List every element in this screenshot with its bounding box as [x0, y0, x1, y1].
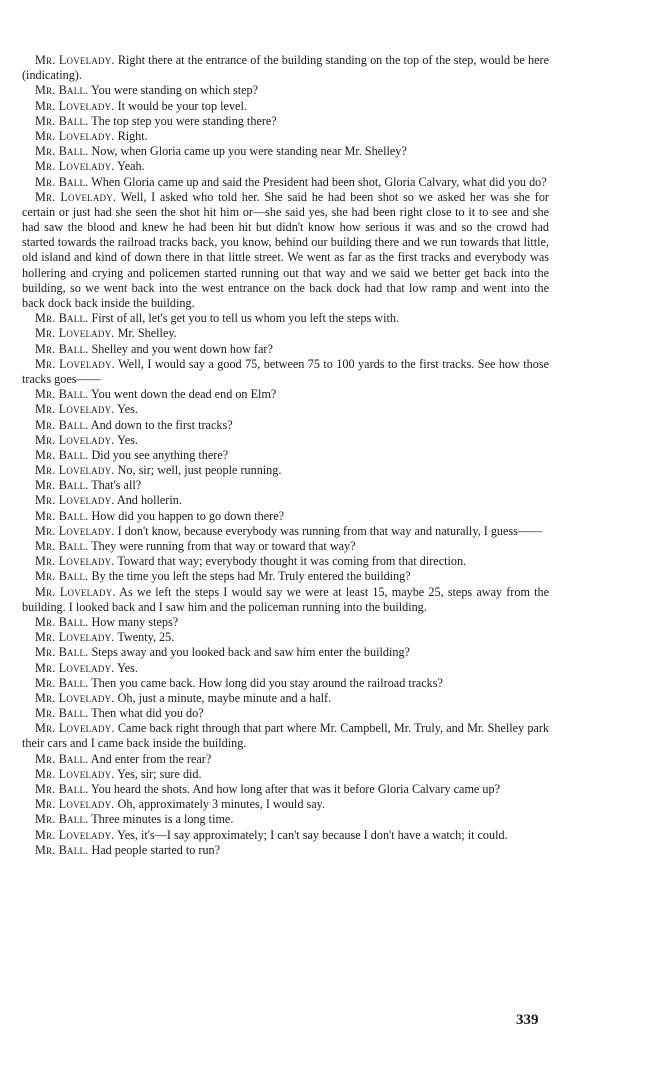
speaker-text: Right there at the entrance of the building standing on the top of the step, would be here (indicating).: [22, 53, 549, 83]
testimony-paragraph: [22, 493, 549, 508]
page-number: 339: [516, 1012, 539, 1028]
testimony-paragraph: [22, 767, 549, 782]
speaker-text: You heard the shots. And how long after that was it before Gloria Calvary came up?: [91, 782, 500, 796]
speaker-text: And hollerin.: [116, 493, 182, 508]
testimony-paragraph: [22, 585, 549, 615]
speaker-label: Mr. Lovelady.: [35, 630, 115, 645]
speaker-label: Mr. Ball.: [35, 782, 89, 796]
speaker-text: It would be your top level.: [117, 98, 247, 113]
speaker-text: No, sir; well, just people running.: [117, 463, 282, 478]
testimony-paragraph: [22, 387, 549, 402]
speaker-text: And enter from the rear?: [90, 751, 212, 766]
speaker-label: Mr. Ball.: [35, 113, 89, 128]
speaker-label: Mr. Ball.: [35, 751, 89, 766]
speaker-label: Mr. Ball.: [35, 174, 89, 189]
speaker-text: Oh, approximately 3 minutes, I would say.: [117, 797, 325, 812]
testimony-paragraph: [22, 843, 549, 858]
testimony-paragraph: [22, 539, 549, 554]
testimony-paragraph: [22, 812, 549, 827]
testimony-paragraph: [22, 99, 549, 114]
speaker-text: I don't know, because everybody was running from that way and naturally, I guess——: [117, 523, 543, 538]
speaker-text: Had people started to run?: [91, 842, 221, 857]
speaker-label: Mr. Ball.: [35, 311, 89, 326]
speaker-label: Mr. Lovelady.: [35, 660, 115, 675]
speaker-label: Mr. Lovelady.: [35, 432, 115, 447]
testimony-paragraph: [22, 615, 549, 630]
speaker-label: Mr. Ball.: [35, 539, 89, 553]
speaker-label: Mr. Lovelady.: [35, 690, 115, 705]
testimony-paragraph: [22, 114, 549, 129]
speaker-label: Mr. Lovelady.: [35, 463, 115, 478]
testimony-paragraph: [22, 676, 549, 691]
testimony-paragraph: [22, 691, 549, 706]
testimony-paragraph: [22, 418, 549, 433]
testimony-paragraph: [22, 53, 549, 83]
testimony-paragraph: [22, 478, 549, 493]
testimony-paragraph: [22, 524, 549, 539]
testimony-paragraph: [22, 661, 549, 676]
testimony-paragraph: [22, 630, 549, 645]
testimony-paragraph: [22, 752, 549, 767]
speaker-label: Mr. Ball.: [35, 387, 89, 402]
speaker-label: Mr. Lovelady.: [35, 584, 116, 599]
speaker-label: Mr. Lovelady.: [35, 98, 115, 113]
testimony-paragraph: [22, 159, 549, 174]
testimony-paragraph: [22, 569, 549, 584]
testimony-paragraph: [22, 190, 549, 312]
speaker-label: Mr. Lovelady.: [35, 53, 115, 67]
testimony-paragraph: [22, 448, 549, 463]
speaker-label: Mr. Ball.: [35, 144, 89, 159]
testimony-paragraph: [22, 463, 549, 478]
speaker-label: Mr. Lovelady.: [35, 493, 115, 508]
testimony-paragraph: [22, 129, 549, 144]
testimony-paragraph: [22, 782, 549, 797]
speaker-label: Mr. Ball.: [35, 569, 89, 584]
testimony-paragraph: [22, 326, 549, 341]
speaker-text: The top step you were standing there?: [91, 113, 277, 128]
testimony-paragraph: [22, 645, 549, 660]
speaker-text: Yes, sir; sure did.: [117, 766, 202, 781]
testimony-paragraph: [22, 554, 549, 569]
speaker-text: Did you see anything there?: [91, 447, 229, 462]
speaker-label: Mr. Ball.: [35, 614, 89, 629]
speaker-text: How did you happen to go down there?: [91, 508, 285, 523]
speaker-label: Mr. Ball.: [35, 842, 89, 857]
speaker-text: Then you came back. How long did you stay around the railroad tracks?: [91, 675, 443, 690]
speaker-text: Toward that way; everybody thought it was coming from that direction.: [117, 554, 467, 569]
speaker-label: Mr. Ball.: [35, 706, 89, 721]
speaker-text: By the time you left the steps had Mr. Truly entered the building?: [91, 569, 411, 584]
testimony-paragraph: [22, 433, 549, 448]
speaker-text: Then what did you do?: [91, 706, 204, 721]
speaker-text: Twenty, 25.: [117, 630, 175, 645]
speaker-text: Yes.: [117, 432, 138, 447]
speaker-label: Mr. Lovelady.: [35, 827, 115, 842]
speaker-label: Mr. Ball.: [35, 341, 89, 356]
speaker-label: Mr. Lovelady.: [35, 721, 115, 736]
speaker-text: Yes, it's—I say approximately; I can't say because I don't have a watch; it could.: [117, 827, 508, 842]
speaker-label: Mr. Lovelady.: [35, 523, 115, 538]
speaker-label: Mr. Lovelady.: [35, 402, 115, 417]
speaker-label: Mr. Lovelady.: [35, 554, 115, 569]
speaker-text: Now, when Gloria came up you were standing near Mr. Shelley?: [91, 144, 407, 159]
speaker-text: First of all, let's get you to tell us whom you left the steps with.: [91, 311, 399, 326]
speaker-text: They were running from that way or toward that way?: [91, 539, 356, 553]
speaker-text: Right.: [117, 128, 148, 143]
speaker-label: Mr. Ball.: [35, 508, 89, 523]
speaker-label: Mr. Lovelady.: [35, 128, 115, 143]
speaker-label: Mr. Ball.: [35, 812, 89, 827]
testimony-text: [22, 53, 549, 858]
testimony-paragraph: [22, 144, 549, 159]
speaker-text: Yeah.: [117, 159, 145, 174]
speaker-text: When Gloria came up and said the President had been shot, Gloria Calvary, what did you do?: [91, 174, 547, 189]
testimony-paragraph: [22, 721, 549, 751]
testimony-paragraph: [22, 797, 549, 812]
speaker-text: And down to the first tracks?: [90, 417, 233, 432]
speaker-text: Well, I would say a good 75, between 75 to 100 yards to the first tracks. See how those tracks goes——: [22, 356, 549, 386]
testimony-paragraph: [22, 83, 549, 98]
speaker-label: Mr. Lovelady.: [35, 797, 115, 812]
speaker-text: How many steps?: [91, 614, 179, 629]
speaker-text: You were standing on which step?: [91, 83, 259, 98]
testimony-paragraph: [22, 311, 549, 326]
testimony-paragraph: [22, 509, 549, 524]
speaker-label: Mr. Ball.: [35, 83, 89, 98]
speaker-text: You went down the dead end on Elm?: [91, 387, 277, 402]
speaker-text: Shelley and you went down how far?: [91, 341, 273, 356]
speaker-text: Steps away and you looked back and saw him enter the building?: [91, 645, 410, 660]
speaker-label: Mr. Lovelady.: [35, 356, 115, 371]
speaker-label: Mr. Lovelady.: [35, 326, 115, 341]
speaker-text: Three minutes is a long time.: [91, 812, 234, 827]
speaker-text: As we left the steps I would say we were at least 15, maybe 25, steps away from the building. I looked back and I saw him and the policeman running into the building.: [22, 584, 549, 614]
speaker-label: Mr. Ball.: [35, 447, 89, 462]
speaker-label: Mr. Lovelady.: [35, 766, 115, 781]
testimony-paragraph: [22, 357, 549, 387]
speaker-text: Mr. Shelley.: [117, 326, 177, 341]
testimony-paragraph: [22, 828, 549, 843]
speaker-text: Yes.: [117, 402, 138, 417]
speaker-label: Mr. Lovelady.: [35, 159, 115, 174]
speaker-text: Oh, just a minute, maybe minute and a half.: [117, 690, 332, 705]
speaker-label: Mr. Ball.: [35, 478, 89, 493]
speaker-text: That's all?: [91, 478, 142, 493]
speaker-text: Came back right through that part where Mr. Campbell, Mr. Truly, and Mr. Shelley park their cars and I came back inside the building.: [22, 721, 549, 751]
speaker-label: Mr. Ball.: [35, 675, 89, 690]
speaker-label: Mr. Lovelady.: [35, 189, 117, 204]
testimony-paragraph: [22, 706, 549, 721]
speaker-text: Well, I asked who told her. She said he had been shot so we asked her was she for certain or just had she seen the shot hit him or—she said yes, she had been right close to it to see and she had saw the blood and knew he had been hit but didn't know how serious it was and so the crowd had started towards the railroad tracks back, you know, behind our building there and we run towards that little, old island and kind of down there in that little street. We went as far as the first tracks and everybody was hollering and crying and policemen started running out that way and we said we better get back into the building, so we went back into the west entrance on the back dock had that low ramp and went into the back dock back inside the building.: [22, 189, 549, 310]
testimony-paragraph: [22, 342, 549, 357]
testimony-paragraph: [22, 175, 549, 190]
speaker-label: Mr. Ball.: [35, 417, 89, 432]
speaker-label: Mr. Ball.: [35, 645, 89, 660]
testimony-paragraph: [22, 402, 549, 417]
speaker-text: Yes.: [117, 660, 138, 675]
